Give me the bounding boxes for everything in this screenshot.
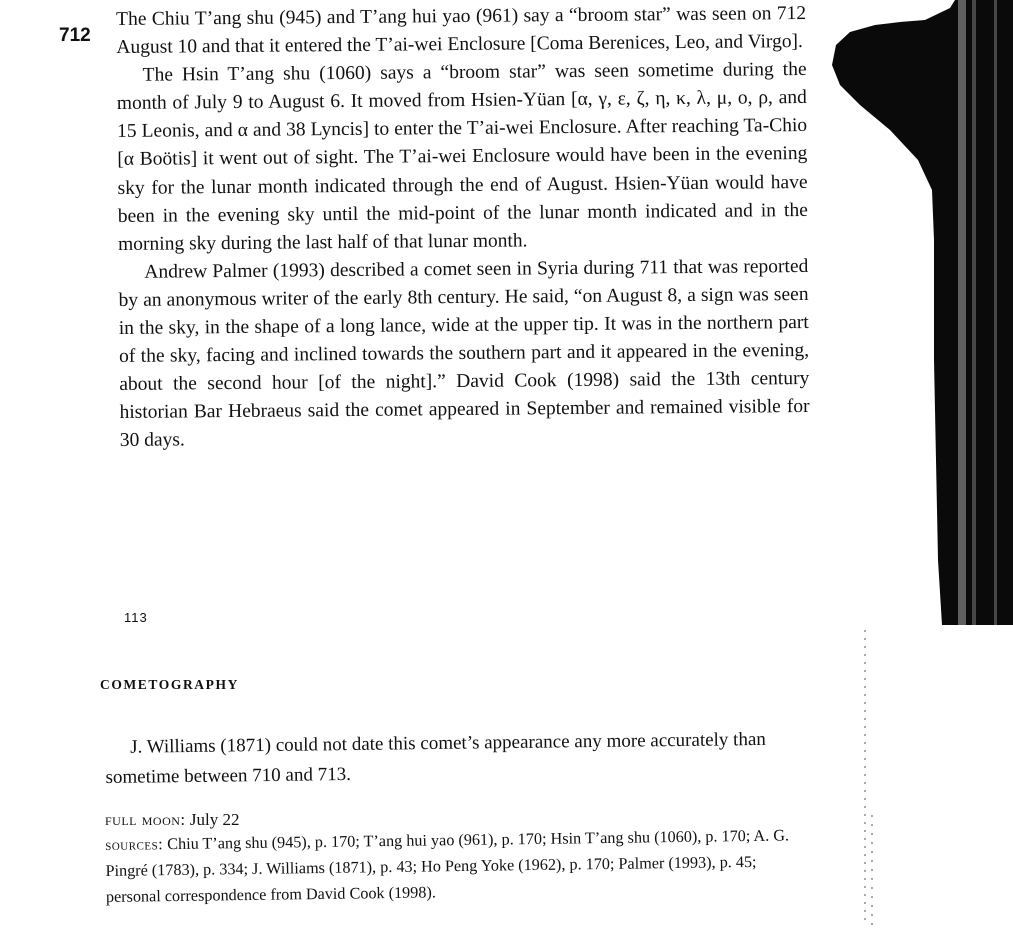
page-number: 113	[124, 610, 148, 623]
sources-label: sources:	[105, 835, 164, 854]
lower-scanned-page	[0, 625, 1013, 929]
entry-body	[116, 0, 810, 455]
lower-paragraph	[105, 725, 796, 793]
sources-text: Chiu T’ang shu (945), p. 170; T’ang hui yao (961), p. 170; Hsin T’ang shu (1060), p. 170; A. G. Pingré (1783), p. 334; J. Williams (1871), p. 43; Ho Peng Yoke (1962), p. 170; Palmer (1993), p. 45; personal correspondence from David Cook (1998).	[105, 826, 790, 906]
full-moon-label: full moon:	[105, 810, 186, 829]
entry-paragraph-1: The Chiu T’ang shu (945) and T’ang hui yao (961) say a “broom star” was seen on 712 August 10 and that it entered the T’ai-wei Enclosure [Coma Berenices, Leo, and Virgo].	[116, 2, 807, 59]
entry-paragraph-3: Andrew Palmer (1993) described a comet seen in Syria during 711 that was reported by an anonymous writer of the early 8th century. He said, “on August 8, a sign was seen in the sky, in the shape of a long lance, wide at the upper tip. It was in the northern part of the sky, facing and inclined towards the southern part and it appeared in the evening, about the second hour [of the night].” David Cook (1998) said the 13th century historian Bar Hebraeus said the comet appeared in September and remained visible for 30 days.	[118, 255, 810, 452]
running-head: COMETOGRAPHY	[100, 677, 239, 692]
lower-paragraph-text: J. Williams (1871) could not date this comet’s appearance any more accurately than sometime between 710 and 713.	[105, 728, 766, 788]
full-moon-value: July 22	[189, 810, 240, 829]
scan-edge-shadow	[830, 0, 1013, 625]
full-moon-line	[105, 810, 240, 830]
scan-border-dashes	[862, 625, 876, 929]
entry-year: 712	[59, 25, 91, 46]
entry-paragraph-2: The Hsin T’ang shu (1060) says a “broom star” was seen sometime during the month of July 9 to August 6. It moved from Hsien-Yüan [α, γ, ε, ζ, η, κ, λ, μ, o, ρ, and 15 Leonis, and α and 38 Lyncis] to enter the T’ai-wei Enclosure. After reaching Ta-Chio [α Boötis] it went out of sight. The T’ai-wei Enclosure would have been in the evening sky for the lunar month indicated through the end of August. Hsien-Yüan would have been in the evening sky until the mid-point of the lunar month indicated and in the morning sky during the last half of that lunar month.	[116, 59, 808, 255]
sources-block	[105, 822, 806, 910]
